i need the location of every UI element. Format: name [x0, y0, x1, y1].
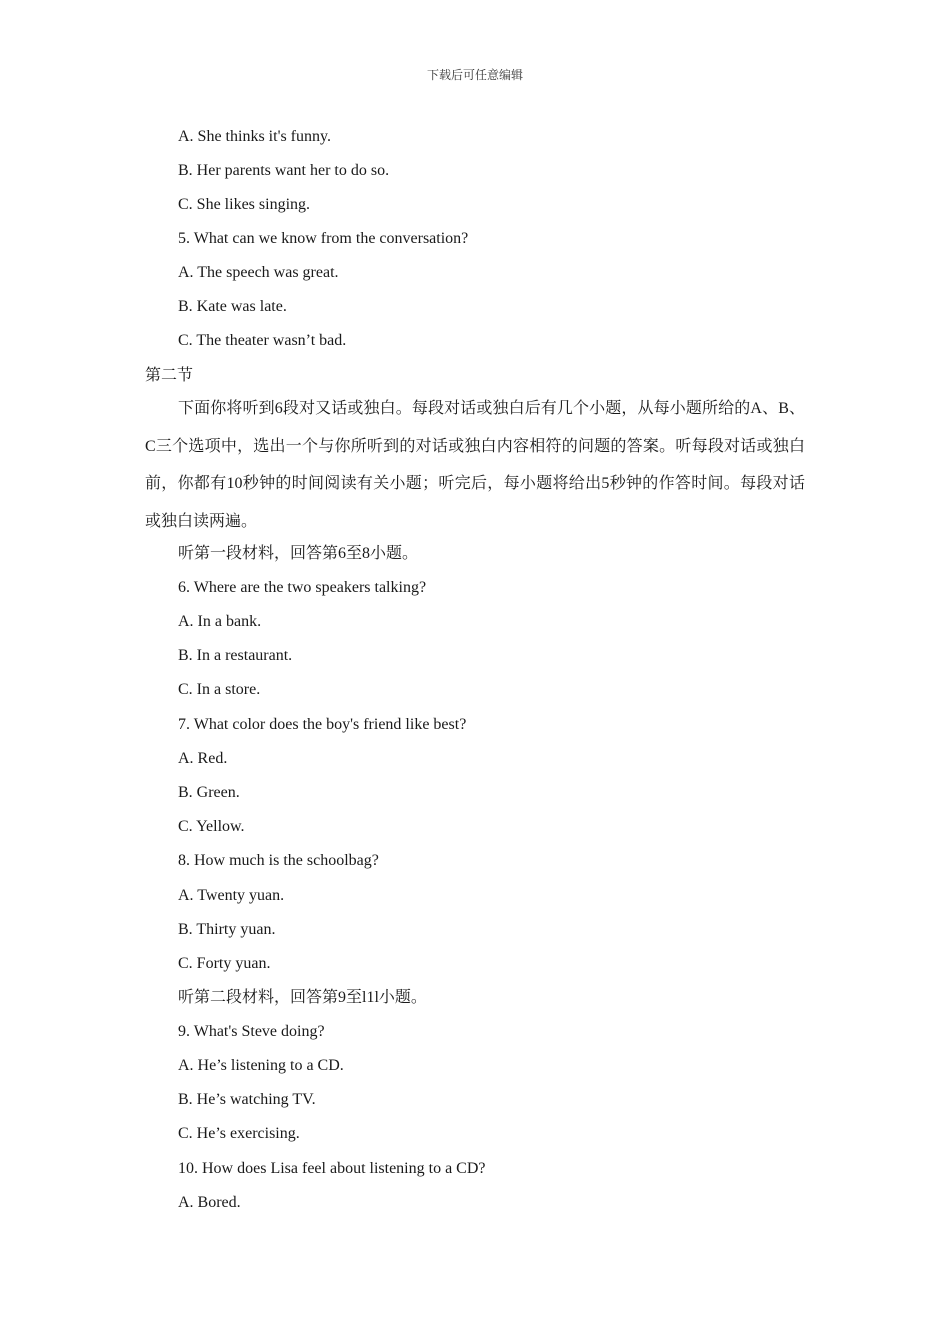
instructions-paragraph: 下面你将听到6段对又话或独白。每段对话或独白后有几个小题，从每小题所给的A、B、C三个选项中，选出一个与你所听到的对话或独白内容相符的问题的答案。听每段对话或独白前，你都有10秒钟的时间阅读有关小题；听完后，每小题将给出5秒钟的作答时间。每段对话或独白读两遍。 [145, 400, 805, 530]
question-line: 6. Where are the two speakers talking? [178, 579, 427, 596]
option-line: C. She likes singing. [178, 196, 311, 213]
part-intro: 听第二段材料，回答第9至l1l小题。 [178, 989, 427, 1006]
option-line: A. Twenty yuan. [178, 887, 285, 904]
option-line: B. Kate was late. [178, 298, 287, 315]
option-line: A. The speech was great. [178, 264, 339, 281]
question-line: 8. How much is the schoolbag? [178, 852, 379, 869]
section-title: 第二节 [145, 367, 194, 384]
question-line: 5. What can we know from the conversation? [178, 230, 469, 247]
question-line: 7. What color does the boy's friend like best? [178, 716, 467, 733]
option-line: B. He’s watching TV. [178, 1091, 316, 1108]
option-line: B. Green. [178, 784, 240, 801]
question-line: 10. How does Lisa feel about listening to a CD? [178, 1160, 486, 1177]
page-header: 下载后可任意编辑 [426, 68, 523, 82]
option-line: A. Bored. [178, 1194, 241, 1211]
option-line: A. Red. [178, 750, 228, 767]
option-line: A. In a bank. [178, 613, 262, 630]
option-line: B. Her parents want her to do so. [178, 162, 390, 179]
option-line: A. He’s listening to a CD. [178, 1057, 344, 1074]
part-intro: 听第一段材料，回答第6至8小题。 [178, 545, 419, 562]
option-line: C. In a store. [178, 681, 261, 698]
option-line: B. Thirty yuan. [178, 921, 276, 938]
option-line: C. He’s exercising. [178, 1125, 300, 1142]
question-line: 9. What's Steve doing? [178, 1023, 325, 1040]
option-line: A. She thinks it's funny. [178, 128, 331, 145]
option-line: C. Yellow. [178, 818, 245, 835]
option-line: B. In a restaurant. [178, 647, 293, 664]
option-line: C. Forty yuan. [178, 955, 271, 972]
option-line: C. The theater wasn’t bad. [178, 332, 347, 349]
